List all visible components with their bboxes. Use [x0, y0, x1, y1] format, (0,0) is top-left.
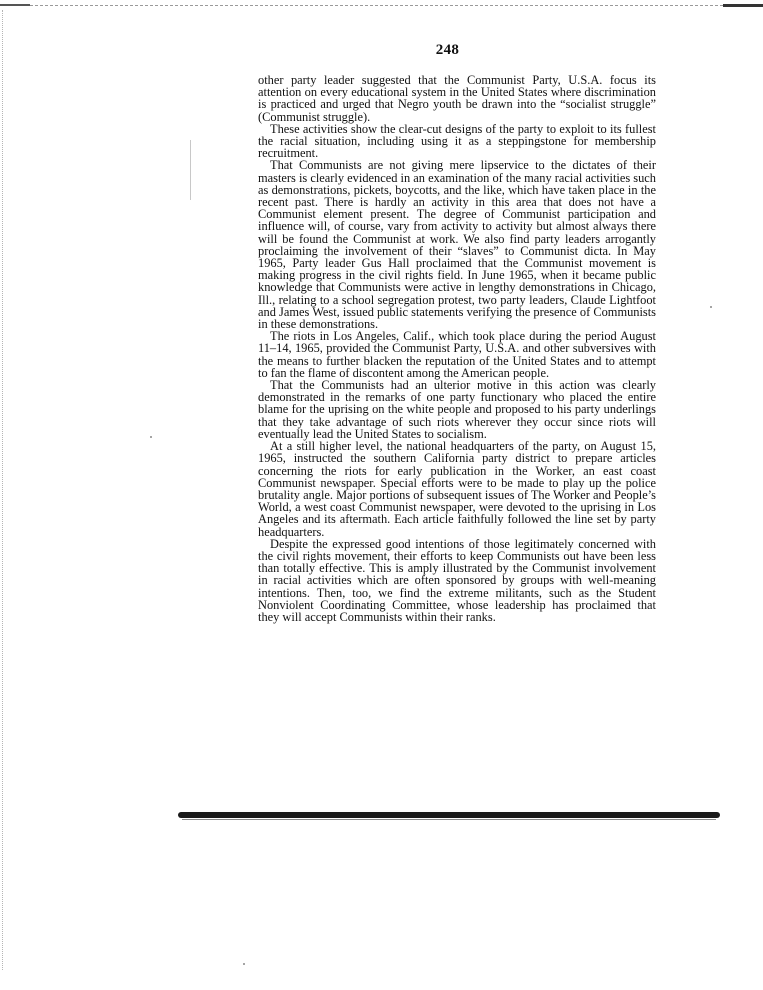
- scan-top-edge-rule: [0, 5, 763, 6]
- paragraph: At a still higher level, the national headquarters of the party, on August 15, 1965, instructed the southern California party district to prepare articles concerning the riots for early publication in the Worker, an east coast Communist newspaper. Special efforts were to be made to play up the police brutality angle. Major portions of subsequent issues of The Worker and People’s World, a west coast Communist newspaper, were devoted to the uprising in Los Angeles and its aftermath. Each article faithfully followed the line set by party headquarters.: [258, 439, 656, 539]
- footer-rule: [178, 812, 720, 818]
- paragraph: other party leader suggested that the Communist Party, U.S.A. focus its attention on every educational system in the United States where discrimination is practiced and urged that Negro youth be drawn into the “socialist struggle” (Communist struggle).: [258, 73, 656, 124]
- page-number: 248: [435, 42, 460, 58]
- paragraph: These activities show the clear-cut designs of the party to exploit to its fullest the racial situation, including using it as a steppingstone for membership recruitment.: [258, 121, 656, 161]
- scan-top-left-mark: [0, 4, 30, 6]
- scan-gutter-mark: [190, 140, 191, 200]
- scan-left-edge: [2, 10, 3, 970]
- paragraph: That Communists are not giving mere lipservice to the dictates of their masters is clearly evidenced in an examination of the many racial activities such as demonstrations, pickets, boycotts, and the like, which have taken place in the recent past. There is hardly an activity in this area that does not have a Communist element present. The degree of Communist participation and influence will, of course, vary from activity to activity but almost always there will be found the Communist at work. We also find party leaders arrogantly proclaiming the involvement of their “slaves” to Communist dicta. In May 1965, Party leader Gus Hall proclaimed that the Communist movement is making progress in the civil rights field. In June 1965, when it became public knowledge that Communists were active in lengthy demonstrations in Chicago, Ill., relating to a school segregation protest, two party leaders, Claude Lightfoot and James West, issued public statements verifying the presence of Communists in these demonstrations.: [258, 158, 656, 332]
- scan-speck: [150, 436, 152, 438]
- body-text: [258, 74, 656, 623]
- scan-top-right-mark: [723, 4, 763, 7]
- paragraph: Despite the expressed good intentions of those legitimately concerned with the civil rights movement, their efforts to keep Communists out have been less than totally effective. This is amply illustrated by the Communist involvement in racial activities which are often sponsored by groups with well-meaning intentions. Then, too, we find the extreme militants, such as the Student Nonviolent Coordinating Committee, whose leadership has proclaimed that they will accept Communists within their ranks.: [258, 536, 656, 624]
- paragraph: That the Communists had an ulterior motive in this action was clearly demonstrated in the remarks of one party functionary who placed the entire blame for the uprising on the white people and proposed to his party underlings that they take advantage of such riots wherever they occur since riots will eventually lead the United States to socialism.: [258, 378, 656, 441]
- scan-speck: [243, 963, 245, 965]
- scan-speck: [710, 306, 712, 308]
- footer-rule-shadow: [182, 819, 716, 820]
- paragraph: The riots in Los Angeles, Calif., which took place during the period August 11–14, 1965, provided the Communist Party, U.S.A. and other subversives with the means to further blacken the reputation of the United States and to attempt to fan the flame of discontent among the American people.: [258, 329, 656, 380]
